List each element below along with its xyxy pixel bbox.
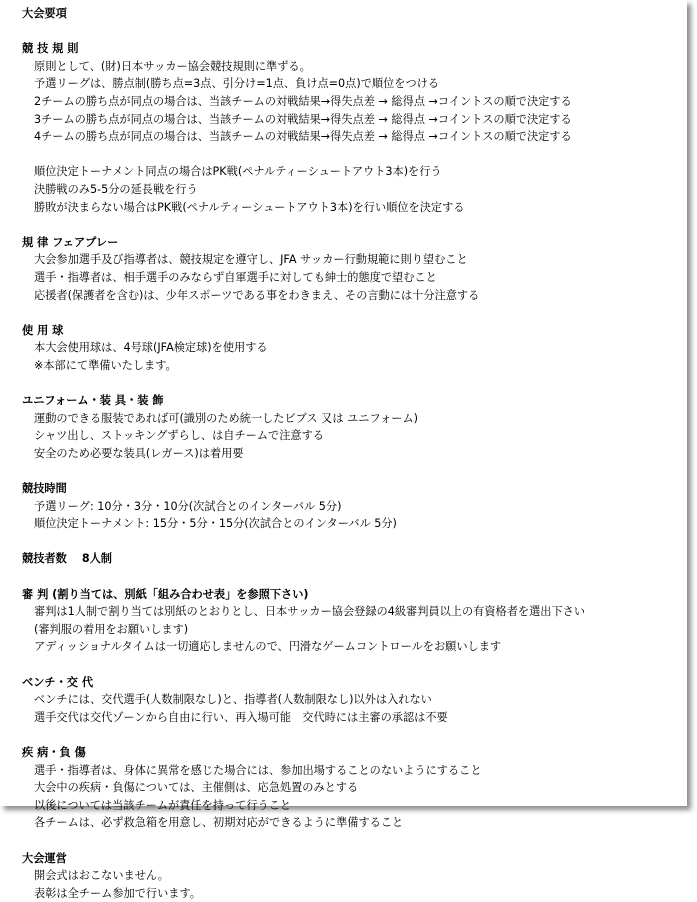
section-heading: 規 律 フェアプレー xyxy=(22,234,687,252)
injury-line: 各チームは、必ず救急箱を用意し、初期対応ができるように準備すること xyxy=(34,814,687,832)
referee-line: (審判服の着用をお願いします) xyxy=(34,621,687,639)
rules-line: 決勝戦のみ5-5分の延長戦を行う xyxy=(34,181,687,199)
section-ball xyxy=(22,322,687,375)
injury-line: 以後については当該チームが責任を持って行うこと xyxy=(34,797,687,815)
section-rules xyxy=(22,40,687,216)
ball-line: ※本部にて準備いたします。 xyxy=(34,357,687,375)
fair-play-line: 大会参加選手及び指導者は、競技規定を遵守し、JFA サッカー行動規範に則り望むこと xyxy=(34,251,687,269)
section-players xyxy=(22,550,687,568)
section-referee xyxy=(22,586,687,656)
document-title: 大会要項 xyxy=(22,5,687,23)
section-heading: ユニフォーム・装 具・装 飾 xyxy=(22,392,687,410)
fair-play-line: 応援者(保護者を含む)は、少年スポーツである事をわきまえ、その言動には十分注意する xyxy=(34,287,687,305)
bench-line: 選手交代は交代ゾーンから自由に行い、再入場可能 交代時には主審の承認は不要 xyxy=(34,709,687,727)
section-heading: 大会運営 xyxy=(22,850,687,868)
bench-line: ベンチには、交代選手(人数制限なし)と、指導者(人数制限なし)以外は入れない xyxy=(34,691,687,709)
section-heading: ベンチ・交 代 xyxy=(22,674,687,692)
operations-line: 開会式はおこないません。 xyxy=(34,867,687,885)
uniform-line: 運動のできる服装であれば可(識別のため統一したビブス 又は ユニフォーム) xyxy=(34,410,687,428)
operations-line: 表彰は全チーム参加で行います。 xyxy=(34,885,687,902)
section-heading: 競 技 規 則 xyxy=(22,40,687,58)
section-match-time xyxy=(22,480,687,533)
rules-line: 予選リーグは、勝点制(勝ち点=3点、引分け=1点、負け点=0点)で順位をつける xyxy=(34,75,687,93)
section-heading: 疾 病・負 傷 xyxy=(22,744,687,762)
match-time-line: 予選リーグ: 10分・3分・10分(次試合とのインターバル 5分) xyxy=(34,498,687,516)
injury-line: 大会中の疾病・負傷については、主催側は、応急処置のみとする xyxy=(34,779,687,797)
section-operations xyxy=(22,850,687,902)
rules-line: 2チームの勝ち点が同点の場合は、当該チームの対戦結果→得失点差 → 総得点 →コイントスの順で決定する xyxy=(34,93,687,111)
section-injury xyxy=(22,744,687,832)
rules-line: 4チームの勝ち点が同点の場合は、当該チームの対戦結果→得失点差 → 総得点 →コイントスの順で決定する xyxy=(34,128,687,146)
match-time-line: 順位決定トーナメント: 15分・5分・15分(次試合とのインターバル 5分) xyxy=(34,515,687,533)
uniform-line: 安全のため必要な装具(レガース)は着用要 xyxy=(34,445,687,463)
blank-line xyxy=(34,146,687,164)
fair-play-line: 選手・指導者は、相手選手のみならず自軍選手に対しても紳士的態度で望むこと xyxy=(34,269,687,287)
section-heading: 審 判 (割り当ては、別紙「組み合わせ表」を参照下さい) xyxy=(22,586,687,604)
injury-line: 選手・指導者は、身体に異常を感じた場合には、参加出場することのないようにすること xyxy=(34,762,687,780)
section-bench xyxy=(22,674,687,727)
rules-line: 勝敗が決まらない場合はPK戦(ペナルティーシュートアウト3本)を行い順位を決定する xyxy=(34,199,687,217)
section-heading: 競技時間 xyxy=(22,480,687,498)
referee-line: 審判は1人制で割り当ては別紙のとおりとし、日本サッカー協会登録の4級審判員以上の有資格者を選出下さい xyxy=(34,603,687,621)
rules-line: 順位決定トーナメント同点の場合はPK戦(ペナルティーシュートアウト3本)を行う xyxy=(34,163,687,181)
rules-line: 原則として、(財)日本サッカー協会競技規則に準ずる。 xyxy=(34,58,687,76)
section-uniform xyxy=(22,392,687,462)
uniform-line: シャツ出し、ストッキングずらし、は自チームで注意する xyxy=(34,427,687,445)
ball-line: 本大会使用球は、4号球(JFA検定球)を使用する xyxy=(34,339,687,357)
section-fair-play xyxy=(22,234,687,304)
section-heading: 使 用 球 xyxy=(22,322,687,340)
referee-line: アディッショナルタイムは一切適応しませんので、円滑なゲームコントロールをお願いします xyxy=(34,638,687,656)
rules-line: 3チームの勝ち点が同点の場合は、当該チームの対戦結果→得失点差 → 総得点 →コイントスの順で決定する xyxy=(34,111,687,129)
section-heading: 競技者数 8人制 xyxy=(22,550,687,568)
